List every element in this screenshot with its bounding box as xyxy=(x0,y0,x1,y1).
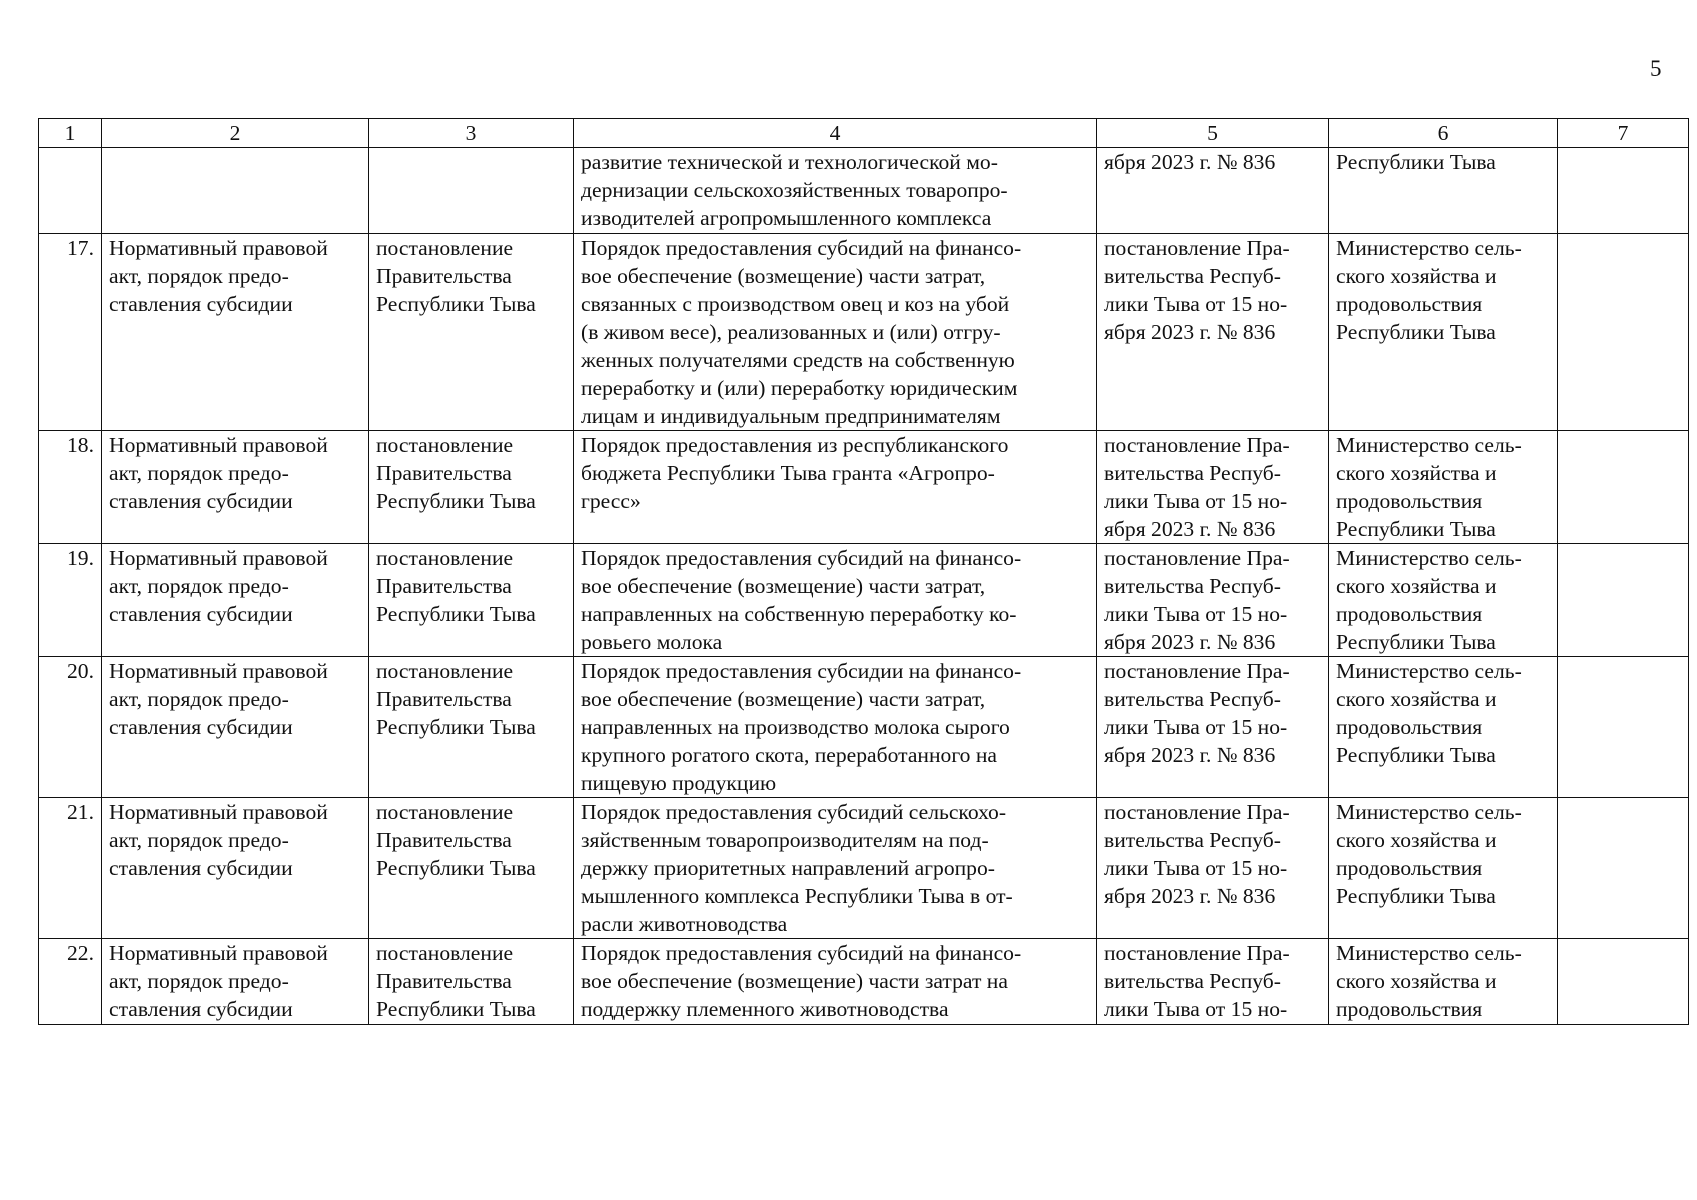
responsible-body-cell: Министерство сель- ского хозяйства и продовольствия Республики Тыва xyxy=(1329,431,1558,544)
document-title-cell: Порядок предоставления субсидий на финансо- вое обеспечение (возмещение) части затрат на поддержку племенного животноводства xyxy=(574,939,1097,1025)
approval-act-cell: постановление Пра- вительства Респуб- лики Тыва от 15 но- ября 2023 г. № 836 xyxy=(1097,234,1329,431)
row-number: 19. xyxy=(39,544,102,657)
note-cell xyxy=(1558,544,1689,657)
column-header-1: 1 xyxy=(39,119,102,148)
note-cell xyxy=(1558,939,1689,1025)
row-number: 20. xyxy=(39,657,102,798)
table-row xyxy=(39,148,1689,234)
column-header-2: 2 xyxy=(102,119,369,148)
document-form-cell: постановление Правительства Республики Тыва xyxy=(369,544,574,657)
column-header-5: 5 xyxy=(1097,119,1329,148)
row-number: 22. xyxy=(39,939,102,1025)
document-type-cell: Нормативный правовой акт, порядок предо- ставления субсидии xyxy=(102,544,369,657)
note-cell xyxy=(1558,657,1689,798)
column-header-6: 6 xyxy=(1329,119,1558,148)
document-title-cell: Порядок предоставления субсидии на финансо- вое обеспечение (возмещение) части затрат, направленных на производство молока сырого крупного рогатого скота, переработанного на пищевую продукцию xyxy=(574,657,1097,798)
document-type-cell xyxy=(102,148,369,234)
document-title-cell: Порядок предоставления субсидий на финансо- вое обеспечение (возмещение) части затрат, связанных с производством овец и коз на убой (в живом весе), реализованных и (или) отгру- женных получателями средств на собственную переработку и (или) переработку юридическим лицам и индивидуальным предпринимателям xyxy=(574,234,1097,431)
approval-act-cell: постановление Пра- вительства Респуб- лики Тыва от 15 но- ября 2023 г. № 836 xyxy=(1097,431,1329,544)
column-header-3: 3 xyxy=(369,119,574,148)
page-number: 5 xyxy=(1650,56,1662,81)
responsible-body-cell: Министерство сель- ского хозяйства и продовольствия xyxy=(1329,939,1558,1025)
approval-act-cell: постановление Пра- вительства Респуб- лики Тыва от 15 но- ября 2023 г. № 836 xyxy=(1097,544,1329,657)
document-type-cell: Нормативный правовой акт, порядок предо- ставления субсидии xyxy=(102,234,369,431)
table-row xyxy=(39,798,1689,939)
document-type-cell: Нормативный правовой акт, порядок предо- ставления субсидии xyxy=(102,431,369,544)
table-row xyxy=(39,657,1689,798)
document-form-cell: постановление Правительства Республики Тыва xyxy=(369,234,574,431)
document-form-cell: постановление Правительства Республики Тыва xyxy=(369,798,574,939)
column-header-4: 4 xyxy=(574,119,1097,148)
document-type-cell: Нормативный правовой акт, порядок предо- ставления субсидии xyxy=(102,657,369,798)
note-cell xyxy=(1558,148,1689,234)
note-cell xyxy=(1558,431,1689,544)
responsible-body-cell: Министерство сель- ского хозяйства и продовольствия Республики Тыва xyxy=(1329,234,1558,431)
responsible-body-cell: Министерство сель- ского хозяйства и продовольствия Республики Тыва xyxy=(1329,798,1558,939)
approval-act-cell: постановление Пра- вительства Респуб- лики Тыва от 15 но- ября 2023 г. № 836 xyxy=(1097,798,1329,939)
approval-act-cell: ября 2023 г. № 836 xyxy=(1097,148,1329,234)
row-number: 21. xyxy=(39,798,102,939)
table-body xyxy=(39,148,1689,1025)
header-row xyxy=(39,119,1689,148)
note-cell xyxy=(1558,798,1689,939)
document-title-cell: развитие технической и технологической мо- дернизации сельскохозяйственных товаропро- изводителей агропромышленного комплекса xyxy=(574,148,1097,234)
row-number: 18. xyxy=(39,431,102,544)
approval-act-cell: постановление Пра- вительства Респуб- лики Тыва от 15 но- xyxy=(1097,939,1329,1025)
note-cell xyxy=(1558,234,1689,431)
document-form-cell: постановление Правительства Республики Тыва xyxy=(369,431,574,544)
document-title-cell: Порядок предоставления из республиканского бюджета Республики Тыва гранта «Агропро- гресс» xyxy=(574,431,1097,544)
document-title-cell: Порядок предоставления субсидий на финансо- вое обеспечение (возмещение) части затрат, направленных на собственную переработку ко- ровьего молока xyxy=(574,544,1097,657)
document-type-cell: Нормативный правовой акт, порядок предо- ставления субсидии xyxy=(102,939,369,1025)
row-number: 17. xyxy=(39,234,102,431)
document-type-cell: Нормативный правовой акт, порядок предо- ставления субсидии xyxy=(102,798,369,939)
table-header xyxy=(39,119,1689,148)
document-title-cell: Порядок предоставления субсидий сельскохо- зяйственным товаропроизводителям на под- держку приоритетных направлений агропро- мышленного комплекса Республики Тыва в от- расли животноводства xyxy=(574,798,1097,939)
document-form-cell xyxy=(369,148,574,234)
table-row xyxy=(39,431,1689,544)
document-form-cell: постановление Правительства Республики Тыва xyxy=(369,657,574,798)
table-row xyxy=(39,939,1689,1025)
responsible-body-cell: Республики Тыва xyxy=(1329,148,1558,234)
row-number xyxy=(39,148,102,234)
document-form-cell: постановление Правительства Республики Тыва xyxy=(369,939,574,1025)
approval-act-cell: постановление Пра- вительства Респуб- лики Тыва от 15 но- ября 2023 г. № 836 xyxy=(1097,657,1329,798)
table-row xyxy=(39,234,1689,431)
responsible-body-cell: Министерство сель- ского хозяйства и продовольствия Республики Тыва xyxy=(1329,657,1558,798)
table-row xyxy=(39,544,1689,657)
column-header-7: 7 xyxy=(1558,119,1689,148)
document-table xyxy=(38,118,1689,1025)
responsible-body-cell: Министерство сель- ского хозяйства и продовольствия Республики Тыва xyxy=(1329,544,1558,657)
